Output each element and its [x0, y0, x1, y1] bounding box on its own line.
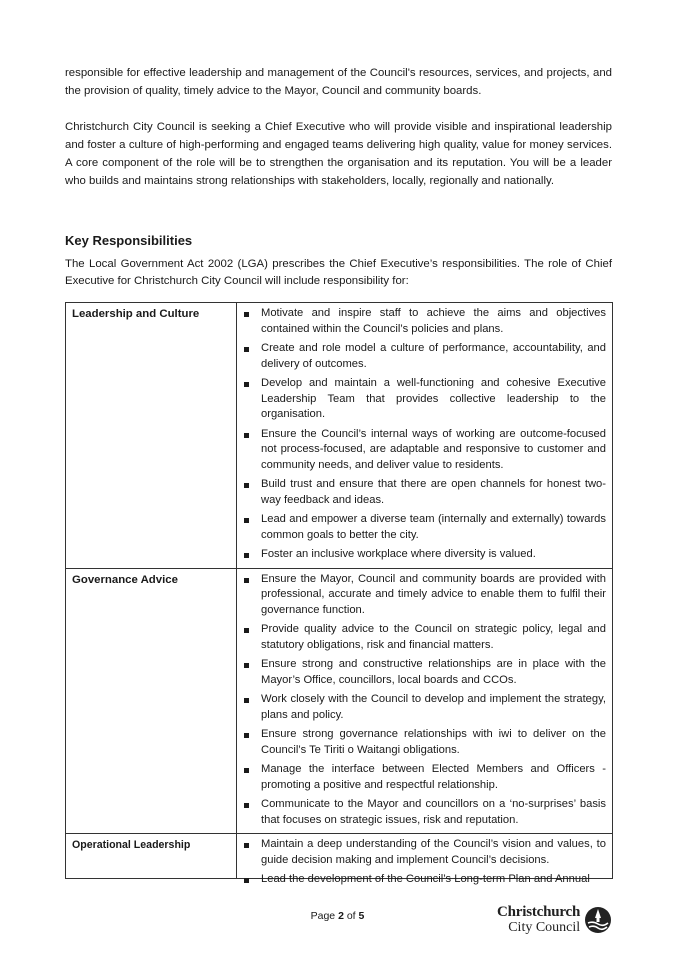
intro-paragraph: The Local Government Act 2002 (LGA) prescribes the Chief Executive’s responsibilities. The role of Chief Executive for Christchurch City Council will include responsibility for:	[65, 258, 612, 287]
table-row	[66, 303, 613, 569]
list-item: Develop and maintain a well-functioning and cohesive Executive Leadership Team that provides collective leadership to the organisation.	[243, 376, 606, 423]
table-row	[66, 568, 613, 834]
list-item: Create and role model a culture of performance, accountability, and delivery of outcomes.	[243, 341, 606, 372]
list-item: Foster an inclusive workplace where diversity is valued.	[243, 547, 606, 563]
section-heading: Key Responsibilities	[65, 233, 193, 248]
list-item: Work closely with the Council to develop and implement the strategy, plans and policy.	[243, 692, 606, 723]
list-item: Ensure the Mayor, Council and community boards are provided with professional, accurate and timely advice to enable them to fulfil their governance function.	[243, 572, 606, 619]
logo-line-2: City Council	[508, 920, 581, 935]
cut-off-block	[237, 834, 612, 885]
bullet-list	[237, 834, 612, 893]
list-item: Maintain a deep understanding of the Council’s vision and values, to guide decision making and implement Council’s decisions.	[243, 837, 606, 868]
body-paragraph-2: Christchurch City Council is seeking a Chief Executive who will provide visible and inspirational leadership and foster a culture of high-performing and engaged teams delivering high quality, value for money services. A core component of the role will be to strengthen the organisation and its reputation. You will be a leader who builds and maintains strong relationships with stakeholders, locally, regionally and nationally.	[65, 121, 612, 187]
row-label: Governance Advice	[66, 568, 237, 834]
bullet-list	[237, 303, 612, 568]
list-item: Motivate and inspire staff to achieve the aims and objectives contained within the Council’s policies and plans.	[243, 306, 606, 337]
council-logo	[497, 905, 612, 935]
list-item: Build trust and ensure that there are open channels for honest two-way feedback and ideas.	[243, 477, 606, 508]
row-items-cell	[237, 303, 613, 569]
responsibilities-table	[65, 302, 613, 885]
row-items-cell	[237, 568, 613, 834]
table-row	[66, 834, 613, 879]
logo-line-1: Christchurch	[497, 904, 581, 920]
cathedral-emblem-icon	[584, 906, 612, 934]
bullet-list	[237, 569, 612, 834]
page-number: Page 2 of 5	[310, 910, 365, 922]
row-label: Operational Leadership	[66, 834, 237, 879]
list-item: Manage the interface between Elected Members and Officers - promoting a positive and respectful relationship.	[243, 762, 606, 793]
row-items-cell	[237, 834, 613, 885]
list-item: Ensure strong and constructive relationships are in place with the Mayor’s Office, councillors, local boards and CCOs.	[243, 657, 606, 688]
row-label: Leadership and Culture	[66, 303, 237, 569]
list-item: Communicate to the Mayor and councillors on a ‘no-surprises’ basis that focuses on strategic issues, risk and reputation.	[243, 797, 606, 828]
list-item: Provide quality advice to the Council on strategic policy, legal and statutory obligations, risk and financial matters.	[243, 622, 606, 653]
list-item: Ensure strong governance relationships with iwi to deliver on the Council’s Te Tiriti o Waitangi obligations.	[243, 727, 606, 758]
list-item: Lead and empower a diverse team (internally and externally) towards common goals to better the city.	[243, 512, 606, 543]
body-paragraph-1: responsible for effective leadership and management of the Council's resources, services, and projects, and the provision of quality, timely advice to the Mayor, Council and community boards.	[65, 67, 612, 97]
list-item: Lead the development of the Council’s Long-term Plan and Annual	[243, 872, 606, 888]
list-item: Ensure the Council’s internal ways of working are outcome-focused not process-focused, are adaptable and responsive to customer and community needs, and deliver value to residents.	[243, 427, 606, 474]
